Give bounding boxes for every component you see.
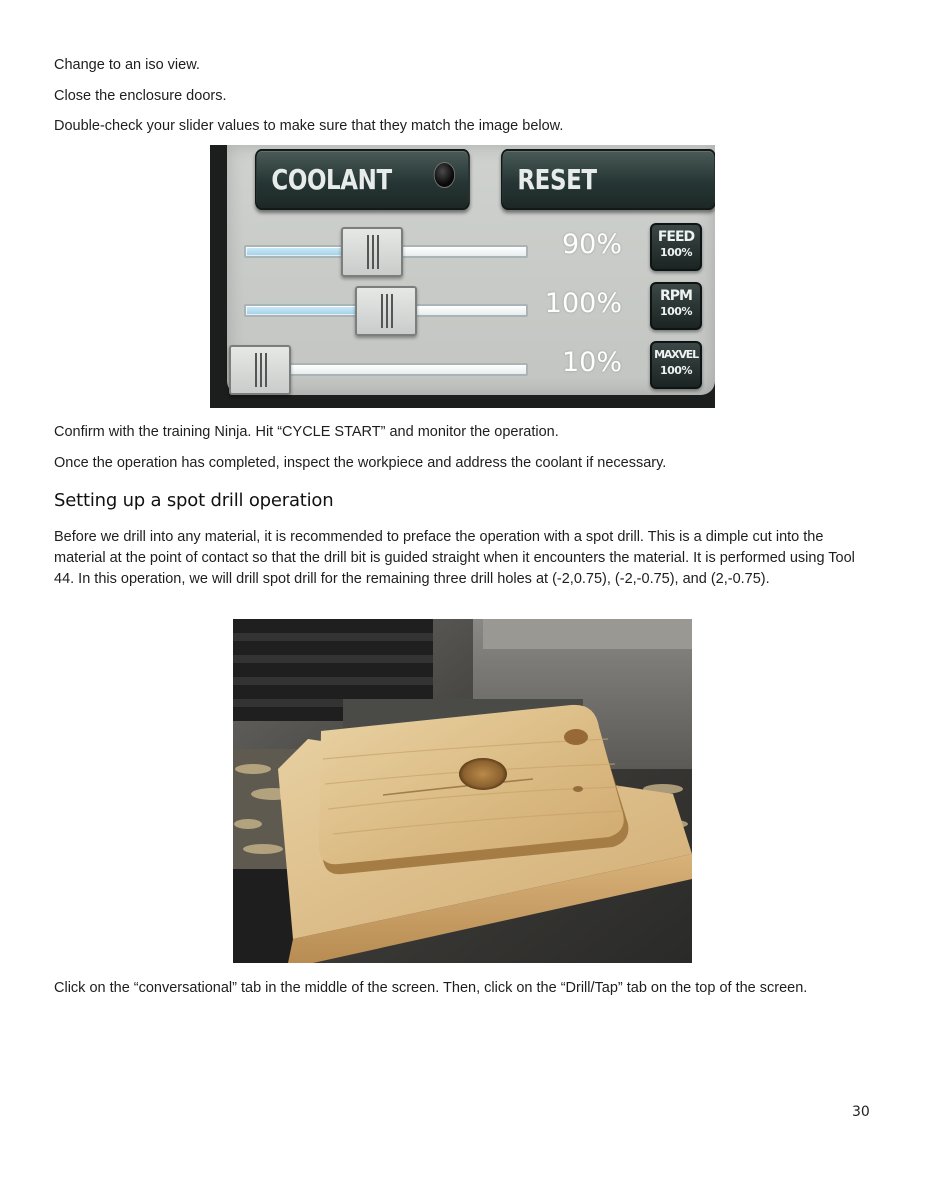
slider-panel-photo xyxy=(210,145,715,408)
rpm-override-value: 100% xyxy=(660,305,692,318)
workpiece-photo-image xyxy=(233,619,692,963)
rpm-override-button xyxy=(650,282,702,330)
maxvel-slider-thumb xyxy=(229,345,291,395)
feed-slider-fill xyxy=(247,248,344,255)
maxvel-slider-value: 10% xyxy=(561,347,622,378)
instruction-close-doors: Close the enclosure doors. xyxy=(54,88,227,104)
feed-override-value: 100% xyxy=(660,246,692,259)
reset-button xyxy=(501,149,715,210)
panel-screen xyxy=(227,145,715,395)
maxvel-override-title: MAXVEL xyxy=(654,348,698,361)
rpm-override-title: RPM xyxy=(660,288,692,304)
rpm-slider-thumb xyxy=(355,286,417,336)
coolant-button xyxy=(255,149,470,210)
spot-drill-description: Before we drill into any material, it is recommended to preface the operation with a spot drill. This is a dimple cut into the material at the point of contact so that the drill bit is guided straight when it encounters the material. It is performed using Tool 44. In this operation, we will drill spot drill for the remaining three drill holes at (-2,0.75), (-2,-0.75), and (2,-0.75). xyxy=(54,529,855,587)
coolant-button-label: COOLANT xyxy=(271,163,392,196)
feed-slider-thumb xyxy=(341,227,403,277)
feed-override-title: FEED xyxy=(657,229,695,245)
feed-slider-value: 90% xyxy=(561,229,622,260)
instruction-conversational-tab: Click on the “conversational” tab in the middle of the screen. Then, click on the “Drill/Tap” tab on the top of the screen. xyxy=(54,980,808,996)
maxvel-override-button xyxy=(650,341,702,389)
coolant-led-icon xyxy=(434,162,455,188)
page-number: 30 xyxy=(852,1104,870,1120)
instruction-check-sliders: Double-check your slider values to make sure that they match the image below. xyxy=(54,118,564,134)
maxvel-override-value: 100% xyxy=(660,364,692,377)
workpiece-photo xyxy=(233,619,692,963)
instruction-inspect-workpiece: Once the operation has completed, inspect the workpiece and address the coolant if necessary. xyxy=(54,455,667,471)
instruction-confirm-ninja: Confirm with the training Ninja. Hit “CYCLE START” and monitor the operation. xyxy=(54,424,559,440)
instruction-iso-view: Change to an iso view. xyxy=(54,57,200,73)
section-heading: Setting up a spot drill operation xyxy=(54,490,334,511)
feed-override-button xyxy=(650,223,702,271)
rpm-slider-value: 100% xyxy=(544,288,622,319)
rpm-slider-fill xyxy=(247,307,358,314)
reset-button-label: RESET xyxy=(517,163,597,196)
